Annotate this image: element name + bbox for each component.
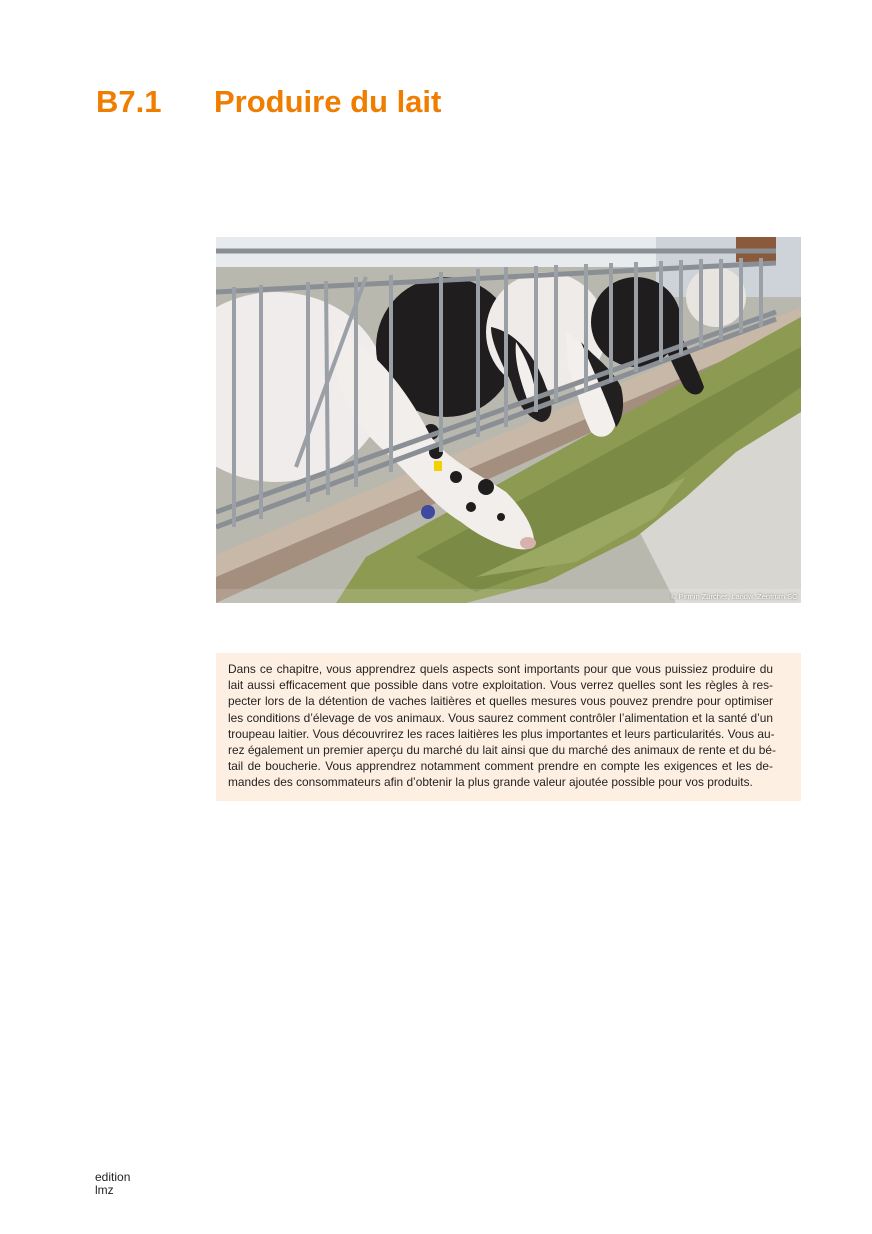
publisher-logo [95, 1171, 130, 1197]
publisher-line-1: edition [95, 1170, 131, 1184]
intro-line: troupeau laitier. Vous découvrirez les races laitières les plus importantes et leurs particularités. Vous au- [228, 726, 775, 741]
intro-line: mandes des consommateurs afin d’obtenir la plus grande valeur ajoutée possible pour vos produits. [228, 775, 753, 790]
intro-line: Dans ce chapitre, vous apprendrez quels aspects sont importants pour que vous puissiez produire du [228, 662, 773, 676]
intro-line: pecter lors de la détention de vaches laitières et quelles mesures vous pouvez prendre pour optimiser [228, 694, 773, 709]
chapter-title: Produire du lait [214, 84, 442, 119]
chapter-number: B7.1 [96, 84, 162, 119]
publisher-line-2: lmz [95, 1183, 114, 1197]
photo-credit: © Pirmin Zürcher, Landw. Zentrum SG [670, 592, 798, 601]
chapter-intro-box [216, 653, 801, 801]
intro-line: rez également un premier aperçu du marché du lait ainsi que du marché des animaux de rente et du bé- [228, 743, 776, 758]
cows-feeding-illustration [216, 237, 801, 603]
intro-line: lait aussi efficacement que possible dans votre exploitation. Vous verrez quelles sont les règles à res- [228, 678, 773, 693]
intro-line: les conditions d’élevage de vos animaux. Vous saurez comment contrôler l’alimentation et la santé d’un [228, 710, 773, 725]
intro-line: tail de boucherie. Vous apprendrez notamment comment prendre en compte les exigences et les de- [228, 759, 773, 774]
chapter-photo [216, 237, 801, 603]
